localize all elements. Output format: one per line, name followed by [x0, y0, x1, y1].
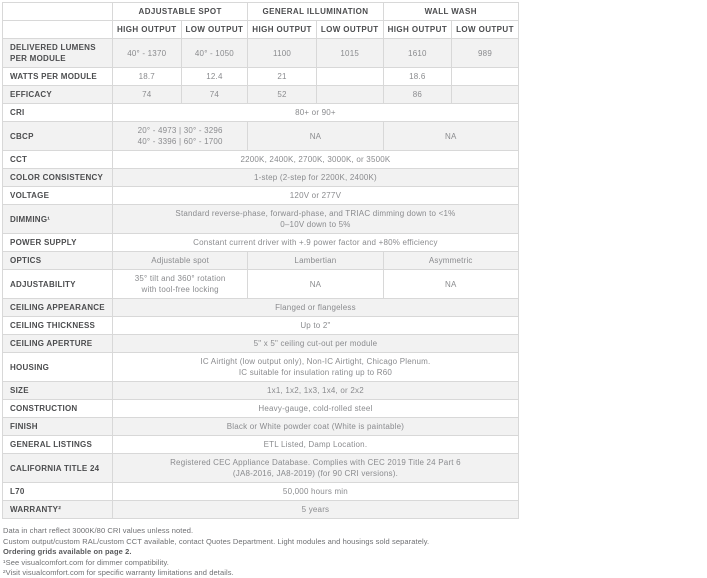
row-general-listings	[3, 436, 519, 454]
delivered-lumens-value: 1100	[248, 39, 317, 68]
size-value: 1x1, 1x2, 1x3, 1x4, or 2x2	[113, 382, 519, 400]
column-group-adjustable-spot: ADJUSTABLE SPOT	[113, 3, 248, 21]
corner-cell	[3, 3, 113, 21]
row-label-ceiling-aperture: CEILING APERTURE	[3, 335, 113, 353]
row-label-cri: CRI	[3, 104, 113, 122]
row-power-supply	[3, 234, 519, 252]
row-label-general-listings: GENERAL LISTINGS	[3, 436, 113, 454]
efficacy-value: 86	[383, 86, 452, 104]
footnote-ordering-grids: Ordering grids available on page 2.	[3, 547, 132, 556]
dimming-line2: 0–10V down to 5%	[280, 220, 351, 229]
footnote-warranty-details: ²Visit visualcomfort.com for specific warranty limitations and details.	[3, 568, 234, 577]
row-label-california-title-24: CALIFORNIA TITLE 24	[3, 454, 113, 483]
row-label-l70: L70	[3, 483, 113, 501]
adjustability-general-illumination-value: NA	[248, 270, 383, 299]
row-cbcp	[3, 122, 519, 151]
color-consistency-value: 1-step (2-step for 2200K, 2400K)	[113, 169, 519, 187]
column-group-general-illumination: GENERAL ILLUMINATION	[248, 3, 383, 21]
finish-value: Black or White powder coat (White is paintable)	[113, 418, 519, 436]
dimming-line1: Standard reverse-phase, forward-phase, and TRIAC dimming down to <1%	[175, 209, 456, 218]
efficacy-value	[316, 86, 383, 104]
watts-value: 18.7	[113, 68, 182, 86]
row-label-dimming: DIMMING¹	[3, 205, 113, 234]
row-label-warranty: WARRANTY²	[3, 501, 113, 519]
row-label-cbcp: CBCP	[3, 122, 113, 151]
row-label-construction: CONSTRUCTION	[3, 400, 113, 418]
row-size	[3, 382, 519, 400]
optics-adjustable-spot-value: Adjustable spot	[113, 252, 248, 270]
row-label-ceiling-appearance: CEILING APPEARANCE	[3, 299, 113, 317]
ceiling-appearance-value: Flanged or flangeless	[113, 299, 519, 317]
delivered-lumens-value: 1610	[383, 39, 452, 68]
watts-value: 21	[248, 68, 317, 86]
row-watts-per-module	[3, 68, 519, 86]
efficacy-value: 52	[248, 86, 317, 104]
row-color-consistency	[3, 169, 519, 187]
efficacy-value: 74	[113, 86, 182, 104]
row-optics	[3, 252, 519, 270]
row-label-size: SIZE	[3, 382, 113, 400]
row-label-delivered-lumens: DELIVERED LUMENS PER MODULE	[3, 39, 113, 68]
corner-cell	[3, 21, 113, 39]
ceiling-aperture-value: 5" x 5" ceiling cut-out per module	[113, 335, 519, 353]
row-construction	[3, 400, 519, 418]
row-ceiling-thickness	[3, 317, 519, 335]
row-california-title-24	[3, 454, 519, 483]
header-wall-wash-low-output: LOW OUTPUT	[452, 21, 519, 39]
cbcp-wall-wash-value: NA	[383, 122, 518, 151]
row-label-power-supply: POWER SUPPLY	[3, 234, 113, 252]
efficacy-value: 74	[181, 86, 248, 104]
cbcp-general-illumination-value: NA	[248, 122, 383, 151]
housing-line2: IC suitable for insulation rating up to R60	[238, 368, 393, 377]
row-label-watts-per-module: WATTS PER MODULE	[3, 68, 113, 86]
general-listings-value: ETL Listed, Damp Location.	[113, 436, 519, 454]
footnote-dimmer-compatibility: ¹See visualcomfort.com for dimmer compatibility.	[3, 557, 169, 567]
footnote-data-basis: Data in chart reflect 3000K/80 CRI values unless noted.	[3, 526, 194, 535]
footnote-custom-options: Custom output/custom RAL/custom CCT available, contact Quotes Department. Light modules and housings sold separately.	[3, 536, 430, 546]
construction-value: Heavy-gauge, cold-rolled steel	[113, 400, 519, 418]
row-adjustability	[3, 270, 519, 299]
watts-value	[452, 68, 519, 86]
voltage-value: 120V or 277V	[113, 187, 519, 205]
header-general-illumination-high-output: HIGH OUTPUT	[248, 21, 317, 39]
cbcp-adjustable-spot-value	[113, 122, 248, 151]
watts-value: 12.4	[181, 68, 248, 86]
ceiling-thickness-value: Up to 2"	[113, 317, 519, 335]
adjustability-line1: 35° tilt and 360° rotation	[134, 274, 226, 283]
row-label-finish: FINISH	[3, 418, 113, 436]
row-label-efficacy: EFFICACY	[3, 86, 113, 104]
delivered-lumens-value: 40° - 1370	[113, 39, 182, 68]
delivered-lumens-value: 40° - 1050	[181, 39, 248, 68]
california-title-24-line1: Registered CEC Appliance Database. Complies with CEC 2019 Title 24 Part 6	[170, 458, 461, 467]
row-label-cct: CCT	[3, 151, 113, 169]
header-adjustable-spot-low-output: LOW OUTPUT	[181, 21, 248, 39]
column-group-header-row	[3, 3, 519, 21]
row-label-color-consistency: COLOR CONSISTENCY	[3, 169, 113, 187]
header-adjustable-spot-high-output: HIGH OUTPUT	[113, 21, 182, 39]
row-efficacy	[3, 86, 519, 104]
row-cct	[3, 151, 519, 169]
california-title-24-line2: (JA8-2016, JA8-2019) (for 90 CRI versions).	[232, 469, 398, 478]
adjustability-wall-wash-value: NA	[383, 270, 518, 299]
delivered-lumens-value: 1015	[316, 39, 383, 68]
row-dimming	[3, 205, 519, 234]
efficacy-value	[452, 86, 519, 104]
row-ceiling-appearance	[3, 299, 519, 317]
adjustability-adjustable-spot-value	[113, 270, 248, 299]
housing-value	[113, 353, 519, 382]
california-title-24-value	[113, 454, 519, 483]
row-l70	[3, 483, 519, 501]
cbcp-line1: 20° - 4973 | 30° - 3296	[137, 126, 223, 135]
row-voltage	[3, 187, 519, 205]
header-general-illumination-low-output: LOW OUTPUT	[316, 21, 383, 39]
power-supply-value: Constant current driver with +.9 power factor and +80% efficiency	[113, 234, 519, 252]
cbcp-line2: 40° - 3396 | 60° - 1700	[137, 137, 223, 146]
delivered-lumens-value: 989	[452, 39, 519, 68]
housing-line1: IC Airtight (low output only), Non-IC Airtight, Chicago Plenum.	[200, 357, 431, 366]
row-housing	[3, 353, 519, 382]
row-label-optics: OPTICS	[3, 252, 113, 270]
row-label-adjustability: ADJUSTABILITY	[3, 270, 113, 299]
optics-general-illumination-value: Lambertian	[248, 252, 383, 270]
cct-value: 2200K, 2400K, 2700K, 3000K, or 3500K	[113, 151, 519, 169]
column-group-wall-wash: WALL WASH	[383, 3, 518, 21]
watts-value: 18.6	[383, 68, 452, 86]
row-label-ceiling-thickness: CEILING THICKNESS	[3, 317, 113, 335]
row-ceiling-aperture	[3, 335, 519, 353]
row-label-housing: HOUSING	[3, 353, 113, 382]
watts-value	[316, 68, 383, 86]
row-delivered-lumens	[3, 39, 519, 68]
dimming-value	[113, 205, 519, 234]
adjustability-line2: with tool-free locking	[141, 285, 219, 294]
row-finish	[3, 418, 519, 436]
cri-value: 80+ or 90+	[113, 104, 519, 122]
header-wall-wash-high-output: HIGH OUTPUT	[383, 21, 452, 39]
footnotes	[3, 527, 707, 578]
output-header-row	[3, 21, 519, 39]
warranty-value: 5 years	[113, 501, 519, 519]
optics-wall-wash-value: Asymmetric	[383, 252, 518, 270]
l70-value: 50,000 hours min	[113, 483, 519, 501]
row-warranty	[3, 501, 519, 519]
row-cri	[3, 104, 519, 122]
row-label-voltage: VOLTAGE	[3, 187, 113, 205]
product-spec-table	[2, 2, 519, 519]
